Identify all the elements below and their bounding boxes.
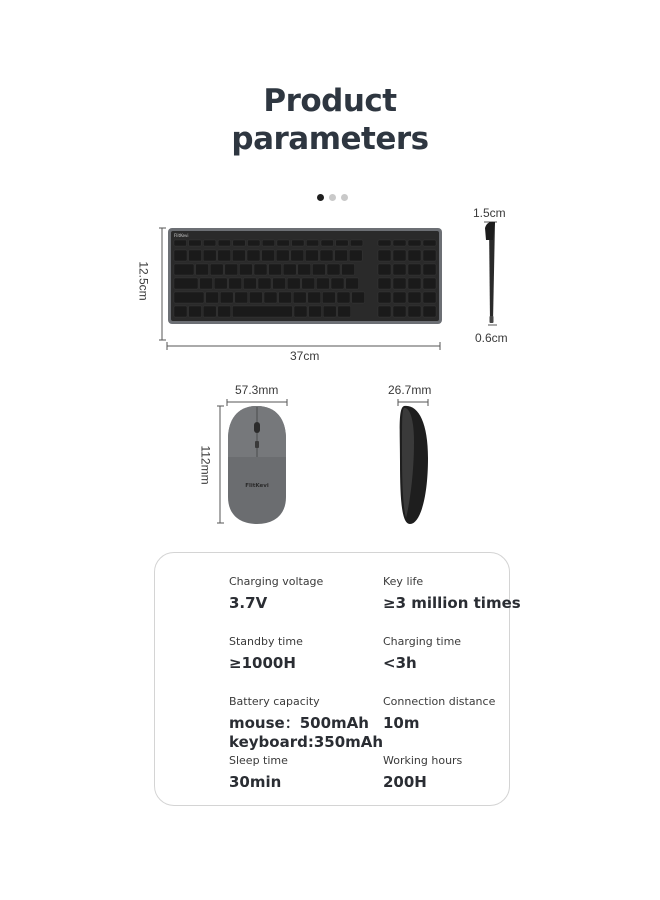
spec-value: 200H	[383, 773, 427, 791]
mouse-width-label: 57.3mm	[235, 383, 279, 397]
spec-connection-distance	[383, 695, 495, 733]
keyboard-thickness-top-label: 1.5cm	[473, 206, 506, 220]
spec-label: Charging time	[383, 635, 462, 648]
keyboard-width-label: 37cm	[290, 349, 320, 363]
mouse-top-image	[226, 405, 288, 525]
spec-label: Connection distance	[383, 695, 496, 708]
keyboard-height-label: 12.5cm	[136, 261, 151, 301]
title-line-2: parameters	[231, 121, 429, 157]
spec-label: Standby time	[229, 635, 303, 648]
spec-working-hours	[383, 754, 462, 792]
spec-label: Charging voltage	[229, 575, 324, 588]
spec-value: ≥3 million times	[383, 594, 521, 612]
keyboard-thickness-bottom-label: 0.6cm	[475, 331, 508, 345]
spec-value-secondary: keyboard:350mAh	[229, 733, 384, 751]
specs-card	[154, 552, 521, 806]
keyboard-brand: FlitKevi	[174, 233, 189, 238]
spec-value: <3h	[383, 654, 417, 672]
spec-value: ≥1000H	[229, 654, 296, 672]
mouse-side-image	[396, 402, 432, 528]
title-line-1: Product	[263, 83, 397, 119]
mouse-side-thickness-label: 26.7mm	[388, 383, 432, 397]
spec-standby-time	[229, 635, 303, 673]
mouse-brand: FlitKevi	[245, 483, 269, 489]
spec-value: mouse：500mAh	[229, 714, 369, 732]
spec-value: 30min	[229, 773, 282, 791]
spec-charging-voltage	[229, 575, 323, 613]
spec-value: 10m	[383, 714, 420, 732]
mouse-length-label: 112mm	[198, 445, 213, 485]
spec-label: Key life	[383, 575, 424, 588]
spec-label: Working hours	[383, 754, 463, 767]
spec-label: Battery capacity	[229, 695, 320, 708]
spec-sleep-time	[229, 754, 288, 792]
spec-label: Sleep time	[229, 754, 288, 767]
spec-key-life	[383, 575, 521, 613]
spec-value: 3.7V	[229, 594, 268, 612]
spec-charging-time	[383, 635, 461, 673]
spec-battery-capacity	[229, 695, 383, 752]
